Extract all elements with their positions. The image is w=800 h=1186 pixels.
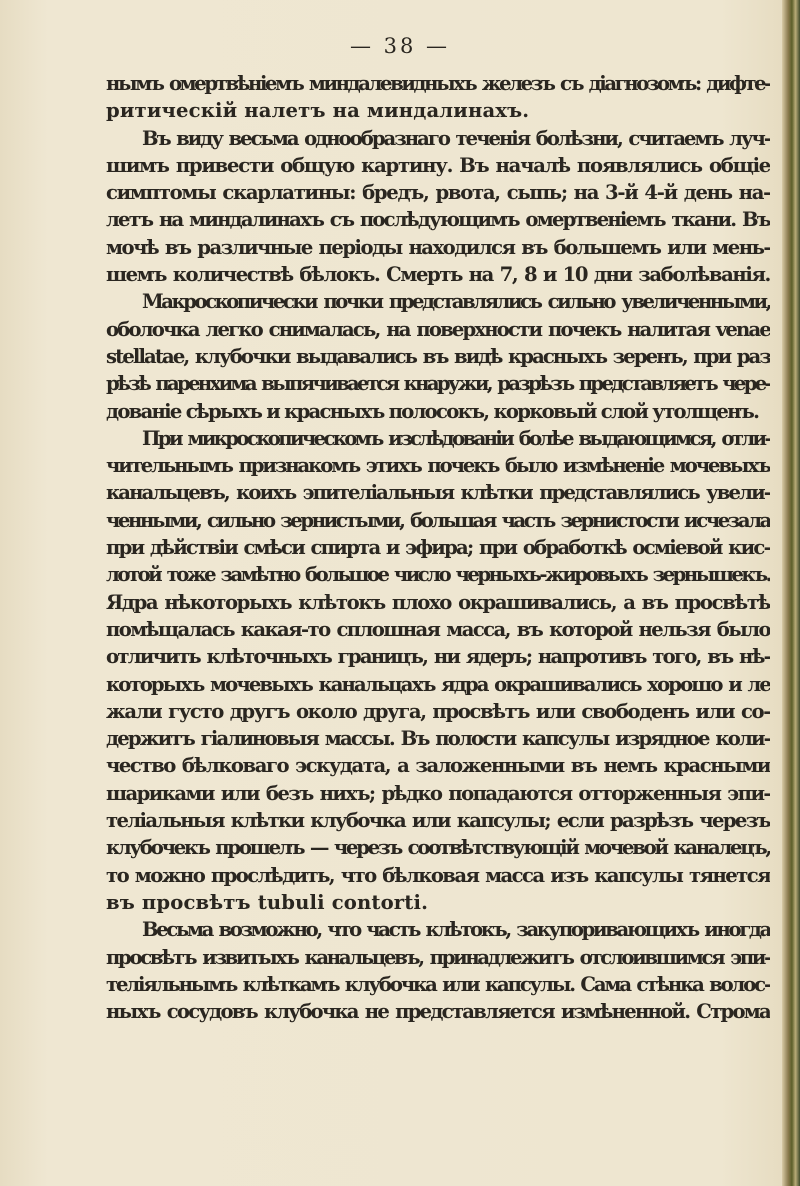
text-line: лотой тоже замѣтно большое число черныхъ-жировыхъ зернышекъ. [106,563,770,587]
text-line: клубочекъ прошелъ — черезъ соотвѣтствующій мочевой каналецъ, [106,836,770,860]
text-line: Ядра нѣкоторыхъ клѣтокъ плохо окрашивались, а въ просвѣтѣ [106,590,770,614]
text-line: теліяльнымъ клѣткамъ клубочка или капсулы. Сама стѣнка волос- [106,972,770,996]
text-line: помѣщалась какая-то сплошная масса, въ которой нельзя было [106,617,770,641]
text-line: нымъ омертвѣніемъ миндалевидныхъ железъ съ діагнозомъ: дифте- [106,72,770,95]
text-line: ныхъ сосудовъ клубочка не представляется измѣненной. Строма [106,1000,770,1024]
text-line: шемъ количествѣ бѣлокъ. Смерть на 7, 8 и 10 дни заболѣванія. [106,263,770,287]
text-line: мочѣ въ различные періоды находился въ большемъ или мень- [106,235,770,259]
body-text [106,70,770,1025]
text-line: летъ на миндалинахъ съ послѣдующимъ омертвеніемъ ткани. Въ [106,208,770,232]
text-line: при дѣйствіи смѣси спирта и эфира; при обработкѣ осміевой кис- [106,536,770,560]
text-line: рѣзѣ паренхима выпячивается кнаружи, разрѣзъ представляетъ чере- [106,372,770,396]
text-line: шимъ привести общую картину. Въ началѣ появлялись общіе [106,153,770,177]
text-line: чество бѣлковаго эскудата, а заложенными въ немъ красными [106,754,770,778]
text-line: канальцевъ, коихъ эпителіальныя клѣтки представлялись увели- [106,481,770,505]
text-line: держитъ гіалиновыя массы. Въ полости капсулы изрядное коли- [106,727,770,751]
text-line: теліальныя клѣтки клубочка или капсулы; если разрѣзъ черезъ [106,809,770,833]
text-line: жали густо другъ около друга, просвѣтъ или свободенъ или со- [106,699,770,723]
text-line: въ просвѣтъ tubuli contorti. [106,890,429,914]
text-line: дованіе сѣрыхъ и красныхъ полосокъ, корковый слой утолщенъ. [106,399,759,423]
text-line: шариками или безъ нихъ; рѣдко попадаются отторженныя эпи- [106,781,770,805]
text-line: Въ виду весьма однообразнаго теченія болѣзни, считаемъ луч- [142,126,770,150]
text-line: симптомы скарлатины: бредъ, рвота, сыпь; на 3-й 4-й день на- [106,181,770,205]
text-line: чительнымъ признакомъ этихъ почекъ было измѣненіе мочевыхъ [106,454,770,478]
text-line: просвѣтъ извитыхъ канальцевъ, принадлежитъ отслоившимся эпи- [106,945,770,969]
text-line: stellatae, клубочки выдавались въ видѣ красныхъ зеренъ, при раз [106,344,770,368]
text-line: то можно прослѣдить, что бѣлковая масса изъ капсулы тянется [106,863,770,887]
text-line: ченными, сильно зернистыми, большая часть зернистости исчезала [106,508,770,532]
text-line: оболочка легко снималась, на поверхности почекъ налитая venae [106,317,770,341]
text-line: ритическій налетъ на миндалинахъ. [106,99,530,123]
page-edge-shadow [782,0,800,1186]
text-line: Макроскопически почки представлялись сильно увеличенными, [142,290,770,314]
text-line: При микроскопическомъ изслѣдованіи болѣе выдающимся, отли- [142,426,770,450]
text-line: Весьма возможно, что часть клѣтокъ, закупоривающихъ иногда [142,918,770,942]
page-number: — 38 — [349,34,451,58]
text-line: отличить клѣточныхъ границъ, ни ядеръ; напротивъ того, въ нѣ- [106,645,770,669]
text-line: которыхъ мочевыхъ канальцахъ ядра окрашивались хорошо и ле [106,672,770,696]
